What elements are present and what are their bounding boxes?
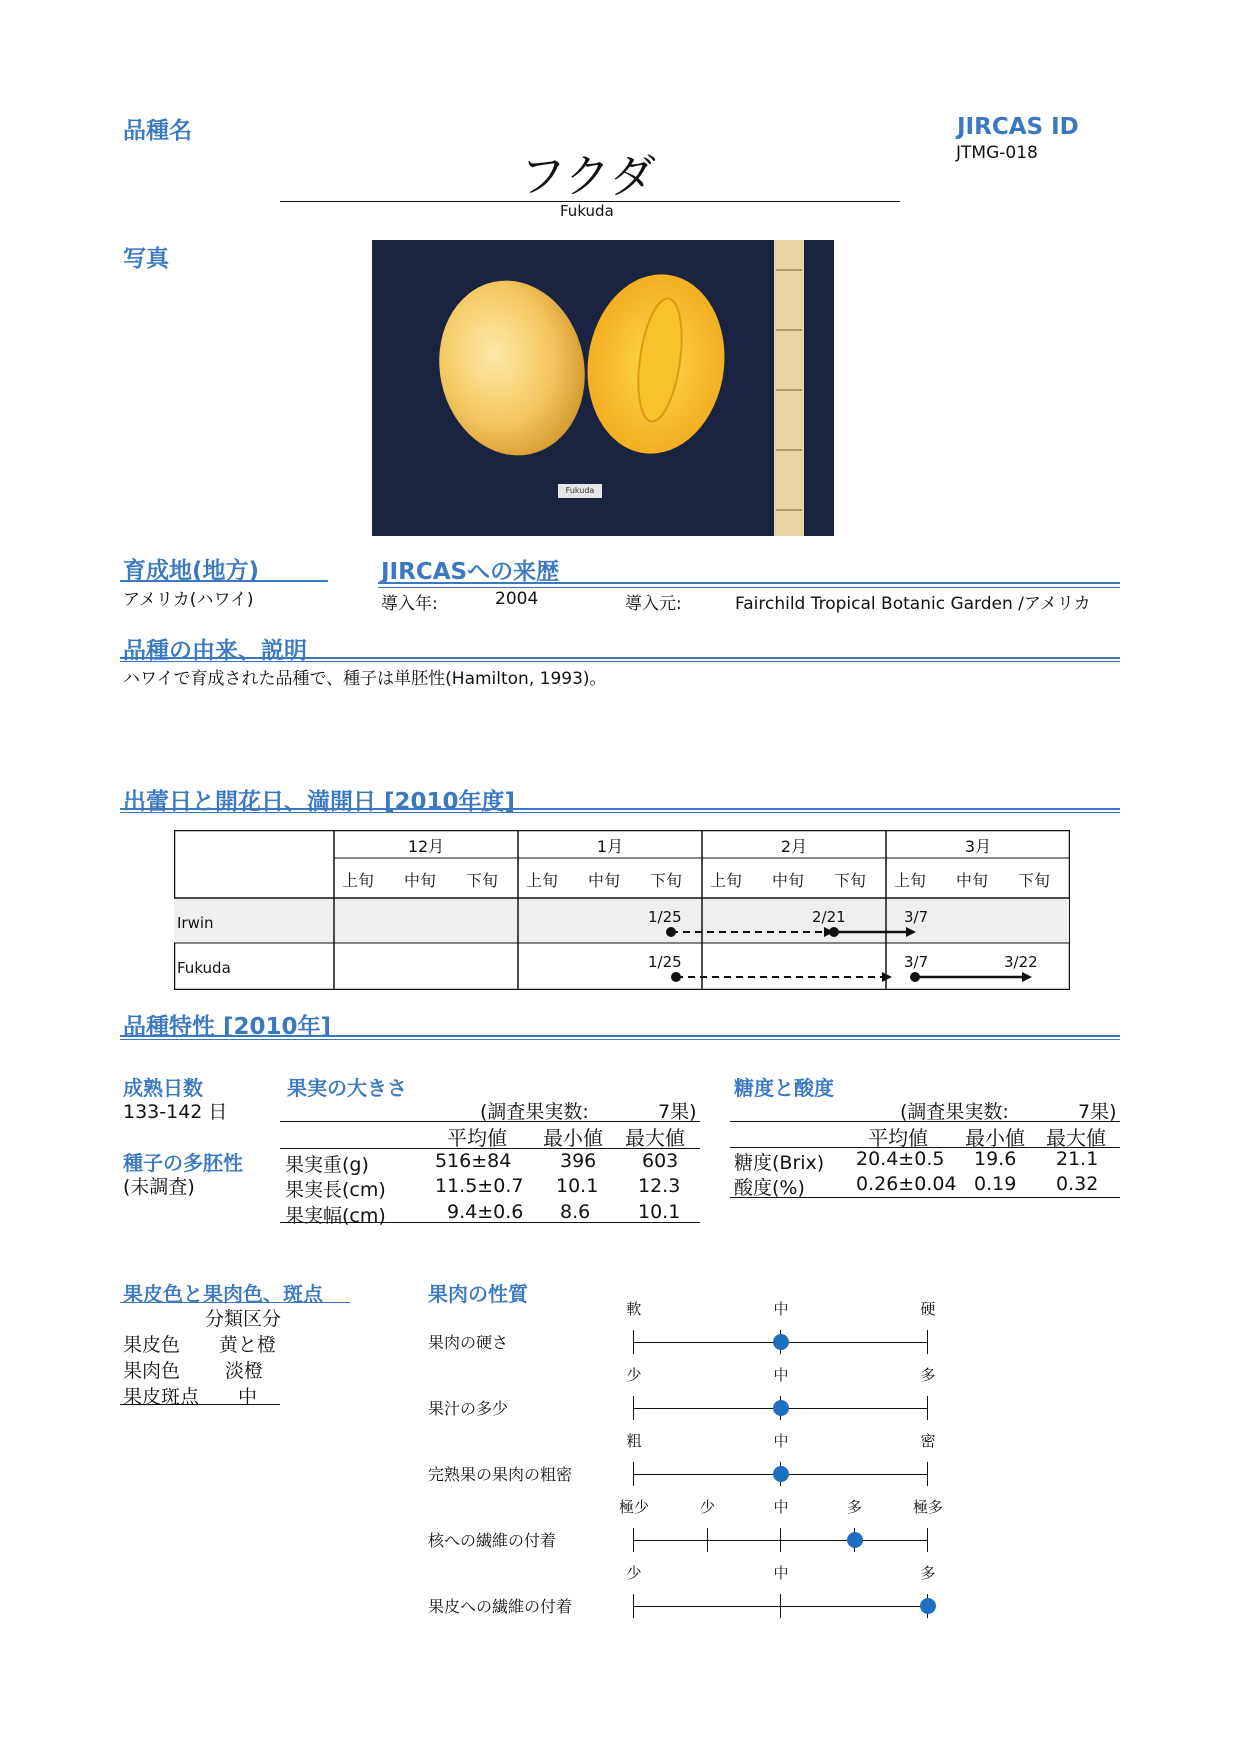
fruit-size-sample-n: 7果): [658, 1101, 697, 1123]
fruit-weight-min: 396: [560, 1150, 597, 1172]
flesh-scale-tick-label: 密: [920, 1432, 936, 1450]
flesh-scale-tick: [780, 1594, 781, 1618]
flesh-scale-tick: [927, 1330, 928, 1354]
fukuda-fullbloom-date: 3/22: [1004, 953, 1038, 971]
fruit-width-avg: 9.4±0.6: [447, 1201, 524, 1223]
month-feb: 2月: [780, 837, 808, 856]
fruit-width-max: 10.1: [638, 1201, 681, 1223]
flesh-scale-marker: [773, 1400, 789, 1416]
flesh-scale-tick-label: 多: [920, 1366, 936, 1384]
flesh-scale-tick-label: 多: [920, 1564, 936, 1582]
brix-name: 糖度(Brix): [734, 1152, 825, 1174]
skin-color-value: 黄と橙: [219, 1334, 277, 1356]
history-label: JIRCASへの来歴: [381, 559, 560, 585]
sugar-acid-h-min: 最小値: [965, 1126, 1025, 1150]
row-variety-fukuda: Fukuda: [177, 959, 231, 977]
sugar-acid-label: 糖度と酸度: [734, 1076, 834, 1100]
irwin-fullbloom-date: 3/7: [904, 908, 929, 926]
fukuda-flowering-date: 3/7: [904, 953, 929, 971]
description-text: ハワイで育成された品種で、種子は単胚性(Hamilton, 1993)。: [123, 669, 607, 689]
traits-label: 品種特性 [2010年]: [123, 1014, 332, 1040]
maturity-label: 成熟日数: [123, 1076, 203, 1100]
flesh-scale-tick-label: 粗: [626, 1432, 642, 1450]
flesh-scale-tick: [633, 1462, 634, 1486]
description-label: 品種の由来、説明: [123, 638, 307, 664]
fruit-length-avg: 11.5±0.7: [435, 1175, 524, 1197]
period-mid: 中旬: [404, 871, 437, 890]
flesh-scale-tick-label: 少: [626, 1564, 642, 1582]
acid-max: 0.32: [1056, 1173, 1099, 1195]
period-mid: 中旬: [588, 871, 621, 890]
fruit-length-max: 12.3: [638, 1175, 681, 1197]
colors-header: 分類区分: [205, 1308, 282, 1330]
flesh-label: 果肉の性質: [428, 1282, 528, 1306]
irwin-flowering-date: 2/21: [812, 908, 846, 926]
skin-spot-value: 中: [238, 1386, 258, 1408]
flesh-scale-tick-label: 少: [699, 1498, 715, 1516]
intro-year-value: 2004: [495, 589, 539, 609]
variety-name-label: 品種名: [123, 118, 192, 144]
jircas-id-label: JIRCAS ID: [957, 114, 1079, 140]
brix-min: 19.6: [974, 1148, 1017, 1170]
flesh-scale-tick-label: 極少: [618, 1498, 649, 1516]
period-late: 下旬: [466, 871, 499, 890]
brix-max: 21.1: [1056, 1148, 1099, 1170]
flesh-scale-tick-label: 中: [773, 1300, 789, 1318]
variety-name-en: Fukuda: [560, 202, 614, 220]
flesh-scale-tick: [633, 1594, 634, 1618]
period-early: 上旬: [710, 871, 743, 890]
maturity-value: 133-142 日: [123, 1101, 228, 1123]
period-mid: 中旬: [772, 871, 805, 890]
month-dec: 12月: [407, 837, 445, 856]
intro-source-label: 導入元:: [625, 594, 682, 614]
flesh-scale-line: [634, 1540, 928, 1541]
flesh-scale-marker: [773, 1466, 789, 1482]
flesh-color-name: 果肉色: [123, 1360, 181, 1382]
acid-min: 0.19: [974, 1173, 1017, 1195]
period-late: 下旬: [650, 871, 683, 890]
row-variety-irwin: Irwin: [177, 914, 214, 932]
flesh-scale-line: [634, 1606, 928, 1607]
flesh-scale-tick-label: 硬: [920, 1300, 936, 1318]
intro-source-value: Fairchild Tropical Botanic Garden /アメリカ: [735, 594, 1091, 614]
sugar-acid-sample-n: 7果): [1078, 1101, 1117, 1123]
fruit-size-h-max: 最大値: [625, 1126, 685, 1150]
irwin-budding-date: 1/25: [648, 908, 682, 926]
fruit-length-min: 10.1: [556, 1175, 599, 1197]
colors-label: 果皮色と果肉色、斑点: [123, 1282, 323, 1306]
flesh-scale-tick-label: 中: [773, 1432, 789, 1450]
jircas-id-value: JTMG-018: [956, 143, 1038, 163]
flesh-scale-tick-label: 極多: [912, 1498, 943, 1516]
month-jan: 1月: [596, 837, 624, 856]
fruit-weight-name: 果実重(g): [285, 1154, 369, 1176]
flowering-label: 出蕾日と開花日、満開日 [2010年度]: [123, 789, 516, 815]
flesh-color-value: 淡橙: [225, 1360, 264, 1382]
flesh-scale-marker: [847, 1532, 863, 1548]
flesh-scale-marker: [773, 1334, 789, 1350]
fruit-weight-max: 603: [642, 1150, 679, 1172]
flesh-scale-name: 果汁の多少: [428, 1399, 509, 1418]
flesh-scale-tick: [707, 1528, 708, 1552]
flesh-scale-tick: [927, 1462, 928, 1486]
origin-value: アメリカ(ハワイ): [123, 590, 254, 610]
flesh-scale-name: 果皮への繊維の付着: [428, 1597, 573, 1616]
period-early: 上旬: [894, 871, 927, 890]
sugar-acid-h-max: 最大値: [1046, 1126, 1106, 1150]
period-early: 上旬: [342, 871, 375, 890]
flesh-scale-name: 核への繊維の付着: [428, 1531, 557, 1550]
flesh-scale-tick-label: 軟: [626, 1300, 642, 1318]
flesh-scale-tick-label: 中: [773, 1366, 789, 1384]
sugar-acid-h-avg: 平均値: [868, 1126, 928, 1150]
fruit-weight-avg: 516±84: [435, 1150, 512, 1172]
flesh-scale-marker: [920, 1598, 936, 1614]
photo-label: 写真: [123, 246, 169, 272]
month-mar: 3月: [964, 837, 992, 856]
fruit-size-h-min: 最小値: [543, 1126, 603, 1150]
photo-tag: Fukuda: [565, 486, 595, 495]
period-early: 上旬: [526, 871, 559, 890]
fruit-width-name: 果実幅(cm): [285, 1205, 386, 1227]
flesh-scale-tick-label: 多: [846, 1498, 862, 1516]
variety-name-jp: フクダ: [520, 149, 656, 203]
sugar-acid-sample: (調査果実数:: [900, 1101, 1009, 1123]
origin-label: 育成地(地方): [123, 558, 260, 584]
intro-year-label: 導入年:: [381, 594, 438, 614]
skin-spot-name: 果皮斑点: [123, 1386, 200, 1408]
fruit-width-min: 8.6: [560, 1201, 591, 1223]
brix-avg: 20.4±0.5: [856, 1148, 945, 1170]
polyembryony-value: (未調査): [123, 1176, 195, 1198]
flesh-scale-tick: [633, 1528, 634, 1552]
period-late: 下旬: [1018, 871, 1051, 890]
fruit-size-sample: (調査果実数:: [480, 1101, 589, 1123]
flesh-scale-tick-label: 中: [773, 1498, 789, 1516]
period-late: 下旬: [834, 871, 867, 890]
skin-color-name: 果皮色: [123, 1334, 181, 1356]
flesh-scale-tick: [927, 1528, 928, 1552]
flesh-scale-tick: [633, 1330, 634, 1354]
flesh-scale-name: 果肉の硬さ: [428, 1333, 509, 1352]
fruit-size-h-avg: 平均値: [447, 1126, 507, 1150]
fukuda-budding-date: 1/25: [648, 953, 682, 971]
fruit-length-name: 果実長(cm): [285, 1179, 386, 1201]
flesh-scale-tick: [633, 1396, 634, 1420]
flesh-scale-tick-label: 少: [626, 1366, 642, 1384]
flesh-scale-tick: [927, 1396, 928, 1420]
flesh-scale-tick-label: 中: [773, 1564, 789, 1582]
acid-name: 酸度(%): [734, 1177, 805, 1199]
acid-avg: 0.26±0.04: [856, 1173, 957, 1195]
period-mid: 中旬: [956, 871, 989, 890]
fruit-size-label: 果実の大きさ: [287, 1076, 407, 1100]
flesh-scale-name: 完熟果の果肉の粗密: [428, 1465, 573, 1484]
polyembryony-label: 種子の多胚性: [123, 1151, 243, 1175]
flesh-scale-tick: [780, 1528, 781, 1552]
